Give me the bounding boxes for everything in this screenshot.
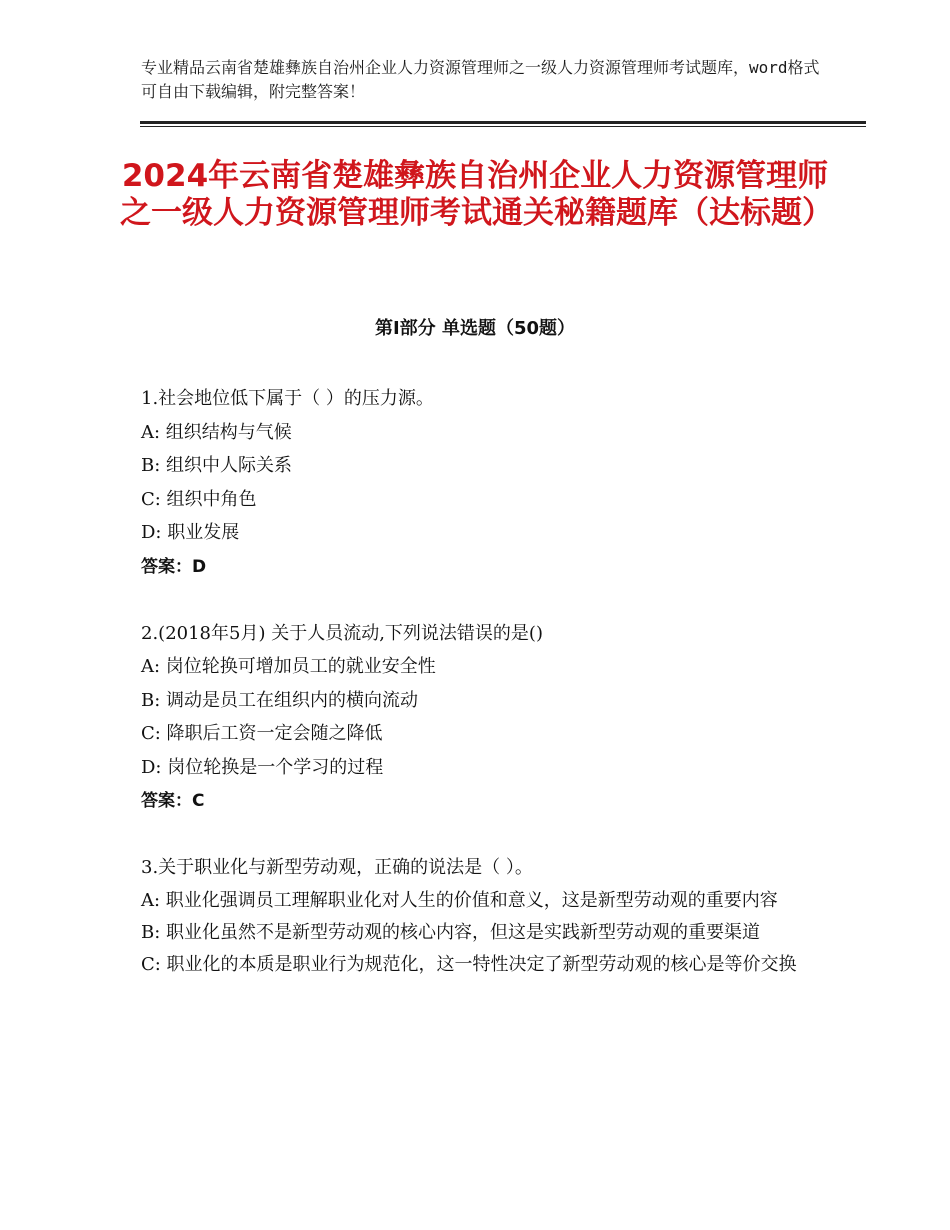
header-divider-thin [140,126,866,127]
answer: 答案：C [141,791,205,811]
question-3 [141,851,811,981]
option-c: C: 职业化的本质是职业行为规范化，这一特性决定了新型劳动观的核心是等价交换 [141,953,797,975]
option-b: B: 职业化虽然不是新型劳动观的核心内容，但这是实践新型劳动观的重要渠道 [141,921,761,943]
section-title: 第Ⅰ部分 单选题（50题） [374,318,575,339]
question-2 [141,617,811,819]
option-b: B: 调动是员工在组织内的横向流动 [141,689,419,711]
answer: 答案：D [141,556,207,577]
option-d: D: 岗位轮换是一个学习的过程 [141,756,384,778]
question-stem: 3.关于职业化与新型劳动观，正确的说法是（ ）。 [141,857,533,878]
header-divider-thick [140,121,866,124]
option-a: A: 岗位轮换可增加员工的就业安全性 [141,656,436,677]
option-b: B: 组织中人际关系 [141,455,293,476]
header-note: 专业精品云南省楚雄彝族自治州企业人力资源管理师之一级人力资源管理师考试题库，word格式可自由下载编辑，附完整答案！ [141,58,820,101]
question-stem: 2.(2018年5月) 关于人员流动,下列说法错误的是() [141,622,543,644]
question-stem: 1.社会地位低下属于（ ）的压力源。 [141,388,434,409]
option-d: D: 职业发展 [141,522,240,543]
option-c: C: 降职后工资一定会随之降低 [141,723,383,744]
question-list [141,382,811,1014]
question-1 [141,382,811,584]
option-c: C: 组织中角色 [141,488,257,510]
option-a: A: 职业化强调员工理解职业化对人生的价值和意义，这是新型劳动观的重要内容 [141,889,778,911]
document-title: 2024年云南省楚雄彝族自治州企业人力资源管理师之一级人力资源管理师考试通关秘籍题库（达标题） [120,158,833,231]
option-a: A: 组织结构与气候 [141,421,292,443]
